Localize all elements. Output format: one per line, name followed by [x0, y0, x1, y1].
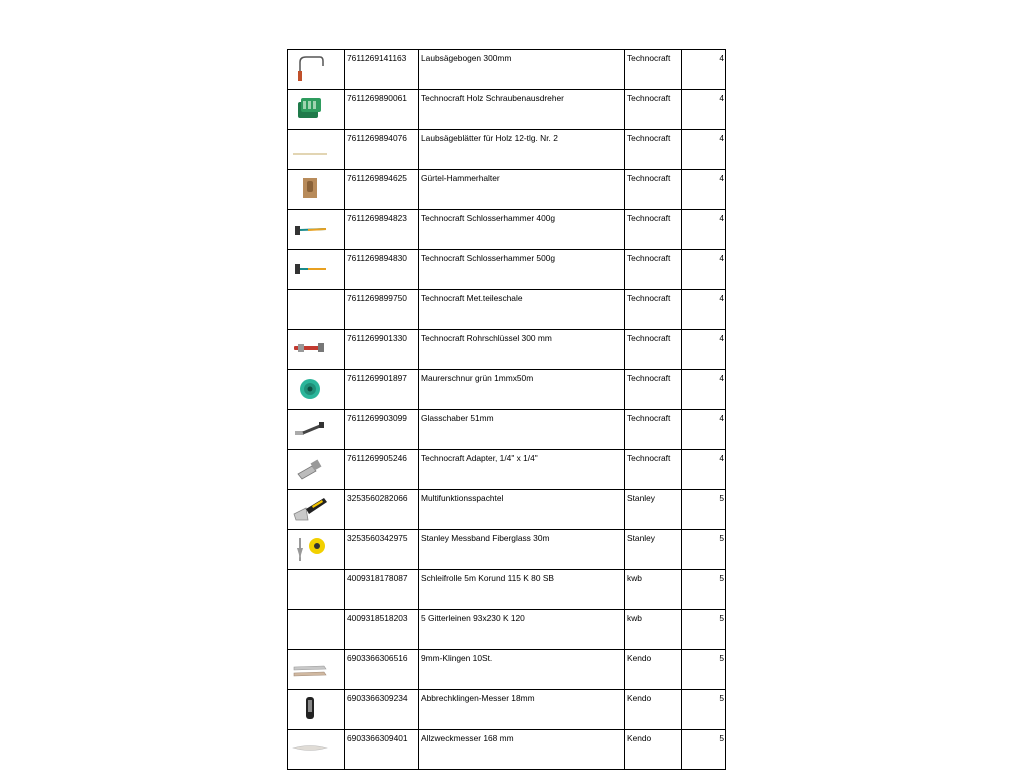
thumbnail-cell [288, 730, 345, 770]
quantity-cell: 5 [682, 690, 726, 730]
brand-cell: Stanley [625, 490, 682, 530]
description-cell: Technocraft Met.teileschale [419, 290, 625, 330]
thumbnail-cell [288, 530, 345, 570]
thumbnail-cell [288, 650, 345, 690]
saw-blades-icon [292, 134, 328, 162]
thumbnail-cell [288, 290, 345, 330]
snap-knife-icon [292, 694, 328, 722]
ean-cell: 7611269901330 [345, 330, 419, 370]
description-cell: Technocraft Schlosserhammer 400g [419, 210, 625, 250]
table-row [288, 650, 726, 690]
quantity-cell: 5 [682, 530, 726, 570]
adapter-icon [292, 454, 328, 482]
ean-cell: 7611269894625 [345, 170, 419, 210]
quantity-cell: 4 [682, 50, 726, 90]
brand-cell: kwb [625, 570, 682, 610]
description-cell: Multifunktionsspachtel [419, 490, 625, 530]
thumbnail-cell [288, 170, 345, 210]
thumbnail-cell [288, 50, 345, 90]
table-row [288, 610, 726, 650]
fret-saw-icon [292, 54, 328, 82]
table-row [288, 530, 726, 570]
ean-cell: 7611269903099 [345, 410, 419, 450]
ean-cell: 3253560282066 [345, 490, 419, 530]
brand-cell: Technocraft [625, 210, 682, 250]
brand-cell: Kendo [625, 730, 682, 770]
brand-cell: Technocraft [625, 250, 682, 290]
table-row [288, 210, 726, 250]
description-cell: Gürtel-Hammerhalter [419, 170, 625, 210]
brand-cell: Technocraft [625, 330, 682, 370]
brand-cell: Technocraft [625, 370, 682, 410]
inventory-body [288, 50, 726, 770]
quantity-cell: 4 [682, 170, 726, 210]
table-row [288, 50, 726, 90]
table-row [288, 370, 726, 410]
description-cell: Technocraft Rohrschlüssel 300 mm [419, 330, 625, 370]
brand-cell: Technocraft [625, 170, 682, 210]
screwdriver-case-icon [292, 94, 328, 122]
table-row [288, 130, 726, 170]
table-row [288, 90, 726, 130]
table-row [288, 410, 726, 450]
quantity-cell: 5 [682, 610, 726, 650]
description-cell: Maurerschnur grün 1mmx50m [419, 370, 625, 410]
utility-knife-icon [292, 734, 328, 762]
brand-cell: Kendo [625, 650, 682, 690]
glass-scraper-icon [292, 414, 328, 442]
thumbnail-cell [288, 250, 345, 290]
description-cell: 5 Gitterleinen 93x230 K 120 [419, 610, 625, 650]
description-cell: Glasschaber 51mm [419, 410, 625, 450]
table-row [288, 730, 726, 770]
thumbnail-cell [288, 610, 345, 650]
thumbnail-cell [288, 490, 345, 530]
description-cell: Schleifrolle 5m Korund 115 K 80 SB [419, 570, 625, 610]
thumbnail-cell [288, 690, 345, 730]
description-cell: Abbrechklingen-Messer 18mm [419, 690, 625, 730]
pipe-wrench-icon [292, 334, 328, 362]
quantity-cell: 4 [682, 90, 726, 130]
brand-cell: Technocraft [625, 50, 682, 90]
quantity-cell: 4 [682, 410, 726, 450]
ean-cell: 6903366309401 [345, 730, 419, 770]
table-row [288, 450, 726, 490]
brand-cell: Stanley [625, 530, 682, 570]
inventory-table [287, 49, 726, 770]
quantity-cell: 5 [682, 570, 726, 610]
brand-cell: Technocraft [625, 410, 682, 450]
ean-cell: 4009318178087 [345, 570, 419, 610]
quantity-cell: 4 [682, 250, 726, 290]
description-cell: Technocraft Adapter, 1/4" x 1/4" [419, 450, 625, 490]
description-cell: Technocraft Schlosserhammer 500g [419, 250, 625, 290]
description-cell: Laubsägeblätter für Holz 12-tlg. Nr. 2 [419, 130, 625, 170]
thumbnail-cell [288, 330, 345, 370]
table-row [288, 170, 726, 210]
brand-cell: Technocraft [625, 130, 682, 170]
table-row [288, 490, 726, 530]
quantity-cell: 5 [682, 490, 726, 530]
thumbnail-cell [288, 410, 345, 450]
brand-cell: Technocraft [625, 450, 682, 490]
quantity-cell: 5 [682, 730, 726, 770]
ean-cell: 6903366306516 [345, 650, 419, 690]
brand-cell: Kendo [625, 690, 682, 730]
string-reel-icon [292, 374, 328, 402]
thumbnail-cell [288, 570, 345, 610]
description-cell: 9mm-Klingen 10St. [419, 650, 625, 690]
quantity-cell: 4 [682, 210, 726, 250]
description-cell: Technocraft Holz Schraubenausdreher [419, 90, 625, 130]
ean-cell: 7611269905246 [345, 450, 419, 490]
ean-cell: 7611269899750 [345, 290, 419, 330]
ean-cell: 3253560342975 [345, 530, 419, 570]
ean-cell: 7611269890061 [345, 90, 419, 130]
table-row [288, 690, 726, 730]
ean-cell: 7611269894830 [345, 250, 419, 290]
brand-cell: Technocraft [625, 90, 682, 130]
hammer-icon [292, 254, 328, 282]
tape-measure-icon [292, 534, 328, 562]
hammer-holder-icon [292, 174, 328, 202]
hammer-icon [292, 214, 328, 242]
thumbnail-cell [288, 210, 345, 250]
ean-cell: 7611269894076 [345, 130, 419, 170]
table-row [288, 330, 726, 370]
table-row [288, 290, 726, 330]
table-row [288, 250, 726, 290]
description-cell: Laubsägebogen 300mm [419, 50, 625, 90]
blades-icon [292, 654, 328, 682]
ean-cell: 6903366309234 [345, 690, 419, 730]
brand-cell: Technocraft [625, 290, 682, 330]
description-cell: Allzweckmesser 168 mm [419, 730, 625, 770]
ean-cell: 4009318518203 [345, 610, 419, 650]
table-row [288, 570, 726, 610]
quantity-cell: 5 [682, 650, 726, 690]
thumbnail-cell [288, 90, 345, 130]
putty-knife-icon [292, 494, 328, 522]
quantity-cell: 4 [682, 130, 726, 170]
brand-cell: kwb [625, 610, 682, 650]
thumbnail-cell [288, 130, 345, 170]
quantity-cell: 4 [682, 370, 726, 410]
ean-cell: 7611269141163 [345, 50, 419, 90]
quantity-cell: 4 [682, 450, 726, 490]
ean-cell: 7611269894823 [345, 210, 419, 250]
quantity-cell: 4 [682, 330, 726, 370]
thumbnail-cell [288, 450, 345, 490]
quantity-cell: 4 [682, 290, 726, 330]
description-cell: Stanley Messband Fiberglass 30m [419, 530, 625, 570]
ean-cell: 7611269901897 [345, 370, 419, 410]
thumbnail-cell [288, 370, 345, 410]
